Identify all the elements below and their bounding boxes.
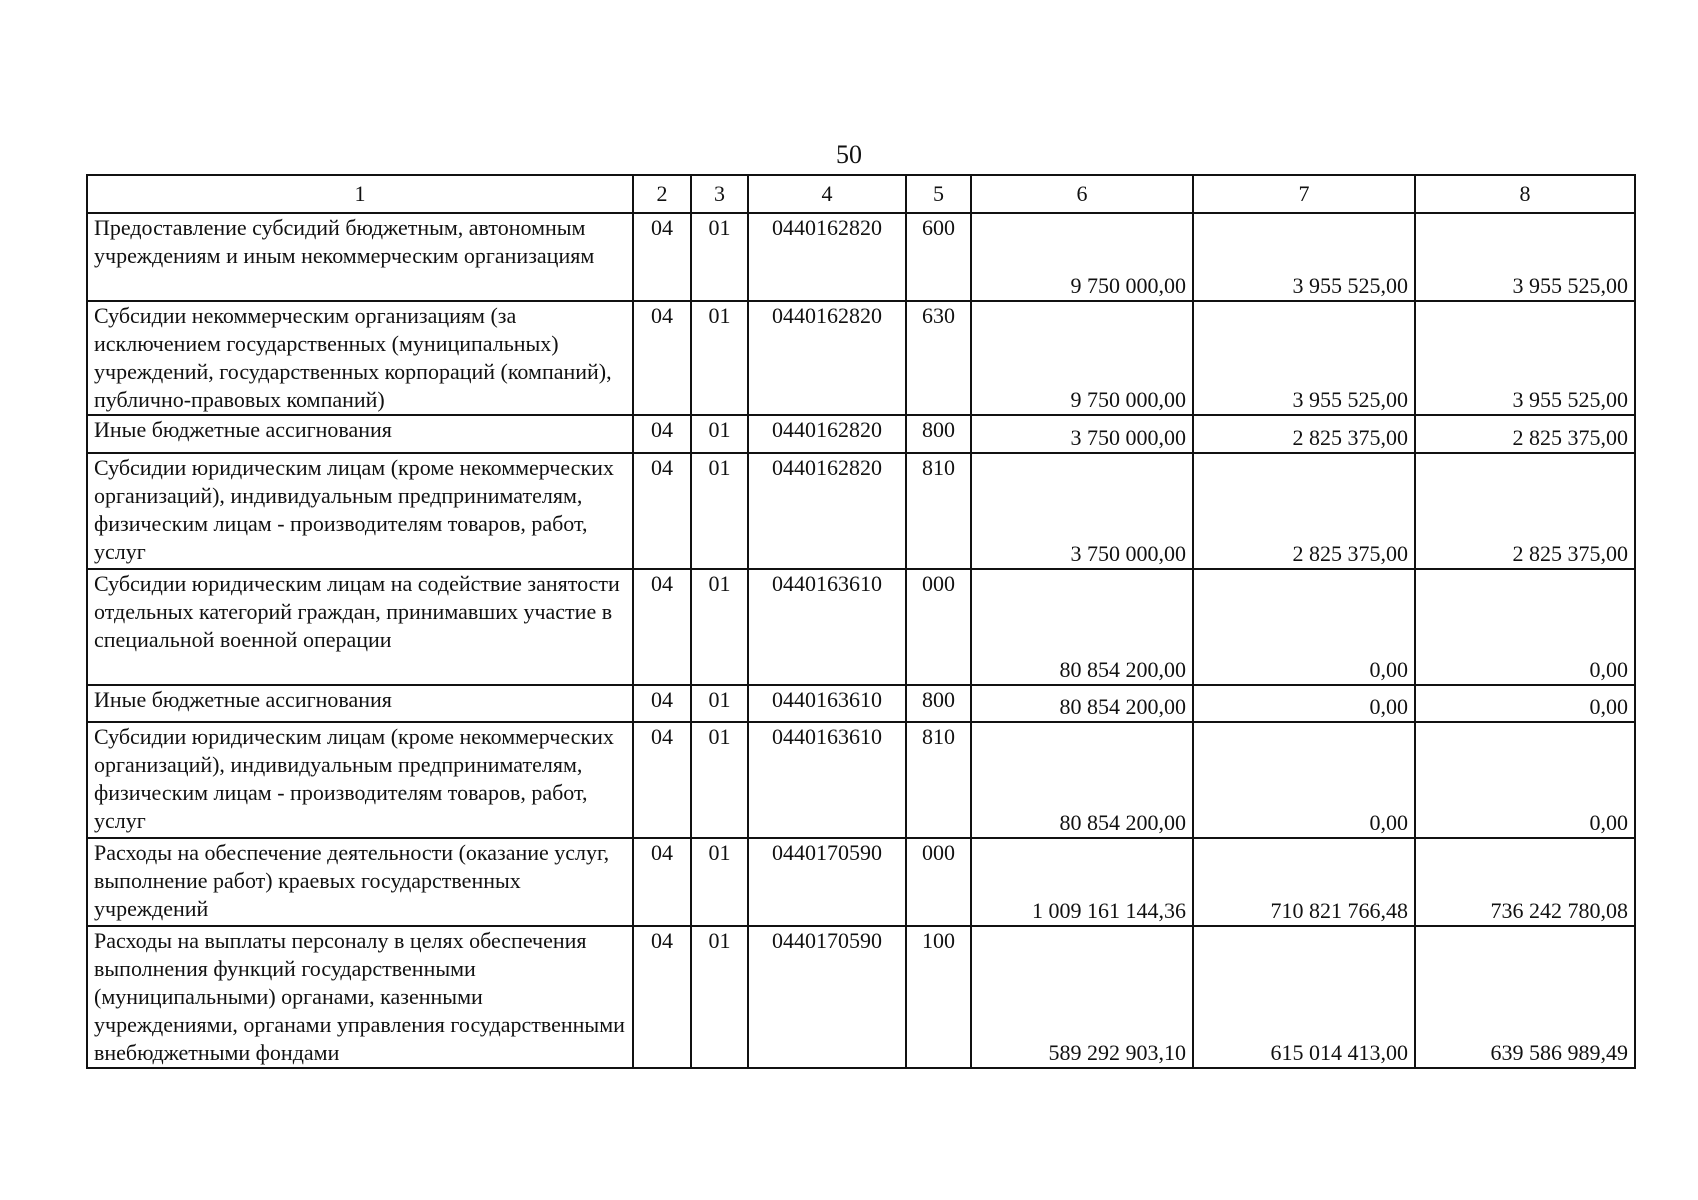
cell-sum-7: 0,00 (1193, 685, 1415, 722)
row-name: Субсидии юридическим лицам (кроме некоммерческих организаций), индивидуальным предпринимателям, физическим лицам - производителям товаров, работ, услуг (87, 722, 633, 838)
cell-section: 04 (633, 453, 691, 569)
cell-section: 04 (633, 838, 691, 926)
row-name: Иные бюджетные ассигнования (87, 685, 633, 722)
budget-table (86, 174, 1636, 1069)
cell-sum-7: 2 825 375,00 (1193, 415, 1415, 453)
column-header: 3 (691, 175, 748, 213)
cell-sum-7: 0,00 (1193, 722, 1415, 838)
cell-sum-6: 3 750 000,00 (971, 415, 1193, 453)
cell-sum-6: 1 009 161 144,36 (971, 838, 1193, 926)
cell-section: 04 (633, 301, 691, 415)
cell-sum-8: 3 955 525,00 (1415, 213, 1635, 301)
cell-expense-type: 810 (906, 453, 971, 569)
table-row (87, 722, 1635, 838)
cell-subsection: 01 (691, 838, 748, 926)
table-row (87, 685, 1635, 722)
cell-target-code: 0440163610 (748, 685, 906, 722)
cell-expense-type: 600 (906, 213, 971, 301)
cell-expense-type: 100 (906, 926, 971, 1068)
table-row (87, 926, 1635, 1068)
cell-section: 04 (633, 415, 691, 453)
table-row (87, 838, 1635, 926)
cell-target-code: 0440163610 (748, 722, 906, 838)
table-row (87, 453, 1635, 569)
row-name: Субсидии юридическим лицам (кроме некоммерческих организаций), индивидуальным предпринимателям, физическим лицам - производителям товаров, работ, услуг (87, 453, 633, 569)
table-row (87, 569, 1635, 685)
cell-subsection: 01 (691, 926, 748, 1068)
cell-section: 04 (633, 926, 691, 1068)
cell-expense-type: 800 (906, 685, 971, 722)
cell-expense-type: 000 (906, 569, 971, 685)
cell-sum-7: 3 955 525,00 (1193, 301, 1415, 415)
cell-subsection: 01 (691, 722, 748, 838)
cell-sum-6: 589 292 903,10 (971, 926, 1193, 1068)
cell-target-code: 0440170590 (748, 838, 906, 926)
cell-target-code: 0440162820 (748, 301, 906, 415)
cell-target-code: 0440170590 (748, 926, 906, 1068)
cell-target-code: 0440163610 (748, 569, 906, 685)
page-number: 50 (836, 140, 862, 169)
column-header: 8 (1415, 175, 1635, 213)
row-name: Субсидии некоммерческим организациям (за исключением государственных (муниципальных) учреждений, государственных корпораций (компаний), публично-правовых компаний) (87, 301, 633, 415)
cell-sum-6: 3 750 000,00 (971, 453, 1193, 569)
cell-sum-7: 710 821 766,48 (1193, 838, 1415, 926)
column-header: 7 (1193, 175, 1415, 213)
row-name: Расходы на выплаты персоналу в целях обеспечения выполнения функций государственными (муниципальными) органами, казенными учреждениями, органами управления государственными внебюджетными фондами (87, 926, 633, 1068)
cell-sum-7: 3 955 525,00 (1193, 213, 1415, 301)
cell-sum-6: 80 854 200,00 (971, 685, 1193, 722)
cell-expense-type: 630 (906, 301, 971, 415)
cell-expense-type: 810 (906, 722, 971, 838)
cell-sum-6: 9 750 000,00 (971, 301, 1193, 415)
table-row (87, 301, 1635, 415)
cell-section: 04 (633, 722, 691, 838)
cell-sum-8: 3 955 525,00 (1415, 301, 1635, 415)
column-header: 4 (748, 175, 906, 213)
table-row (87, 415, 1635, 453)
cell-sum-7: 2 825 375,00 (1193, 453, 1415, 569)
cell-subsection: 01 (691, 453, 748, 569)
cell-sum-7: 0,00 (1193, 569, 1415, 685)
row-name: Расходы на обеспечение деятельности (оказание услуг, выполнение работ) краевых государственных учреждений (87, 838, 633, 926)
cell-sum-8: 736 242 780,08 (1415, 838, 1635, 926)
cell-subsection: 01 (691, 569, 748, 685)
cell-sum-8: 0,00 (1415, 685, 1635, 722)
cell-section: 04 (633, 213, 691, 301)
cell-subsection: 01 (691, 415, 748, 453)
cell-subsection: 01 (691, 301, 748, 415)
cell-target-code: 0440162820 (748, 213, 906, 301)
cell-subsection: 01 (691, 685, 748, 722)
cell-target-code: 0440162820 (748, 453, 906, 569)
row-name: Субсидии юридическим лицам на содействие занятости отдельных категорий граждан, принимавших участие в специальной военной операции (87, 569, 633, 685)
cell-expense-type: 000 (906, 838, 971, 926)
cell-expense-type: 800 (906, 415, 971, 453)
column-header: 1 (87, 175, 633, 213)
cell-sum-6: 80 854 200,00 (971, 569, 1193, 685)
table-row (87, 213, 1635, 301)
header-row (87, 175, 1635, 213)
row-name: Предоставление субсидий бюджетным, автономным учреждениям и иным некоммерческим организациям (87, 213, 633, 301)
cell-sum-6: 9 750 000,00 (971, 213, 1193, 301)
column-header: 5 (906, 175, 971, 213)
cell-sum-8: 2 825 375,00 (1415, 415, 1635, 453)
column-header: 2 (633, 175, 691, 213)
cell-sum-8: 0,00 (1415, 722, 1635, 838)
cell-sum-8: 0,00 (1415, 569, 1635, 685)
cell-sum-8: 2 825 375,00 (1415, 453, 1635, 569)
column-header: 6 (971, 175, 1193, 213)
cell-target-code: 0440162820 (748, 415, 906, 453)
cell-sum-7: 615 014 413,00 (1193, 926, 1415, 1068)
cell-section: 04 (633, 569, 691, 685)
cell-subsection: 01 (691, 213, 748, 301)
row-name: Иные бюджетные ассигнования (87, 415, 633, 453)
cell-sum-6: 80 854 200,00 (971, 722, 1193, 838)
cell-section: 04 (633, 685, 691, 722)
cell-sum-8: 639 586 989,49 (1415, 926, 1635, 1068)
